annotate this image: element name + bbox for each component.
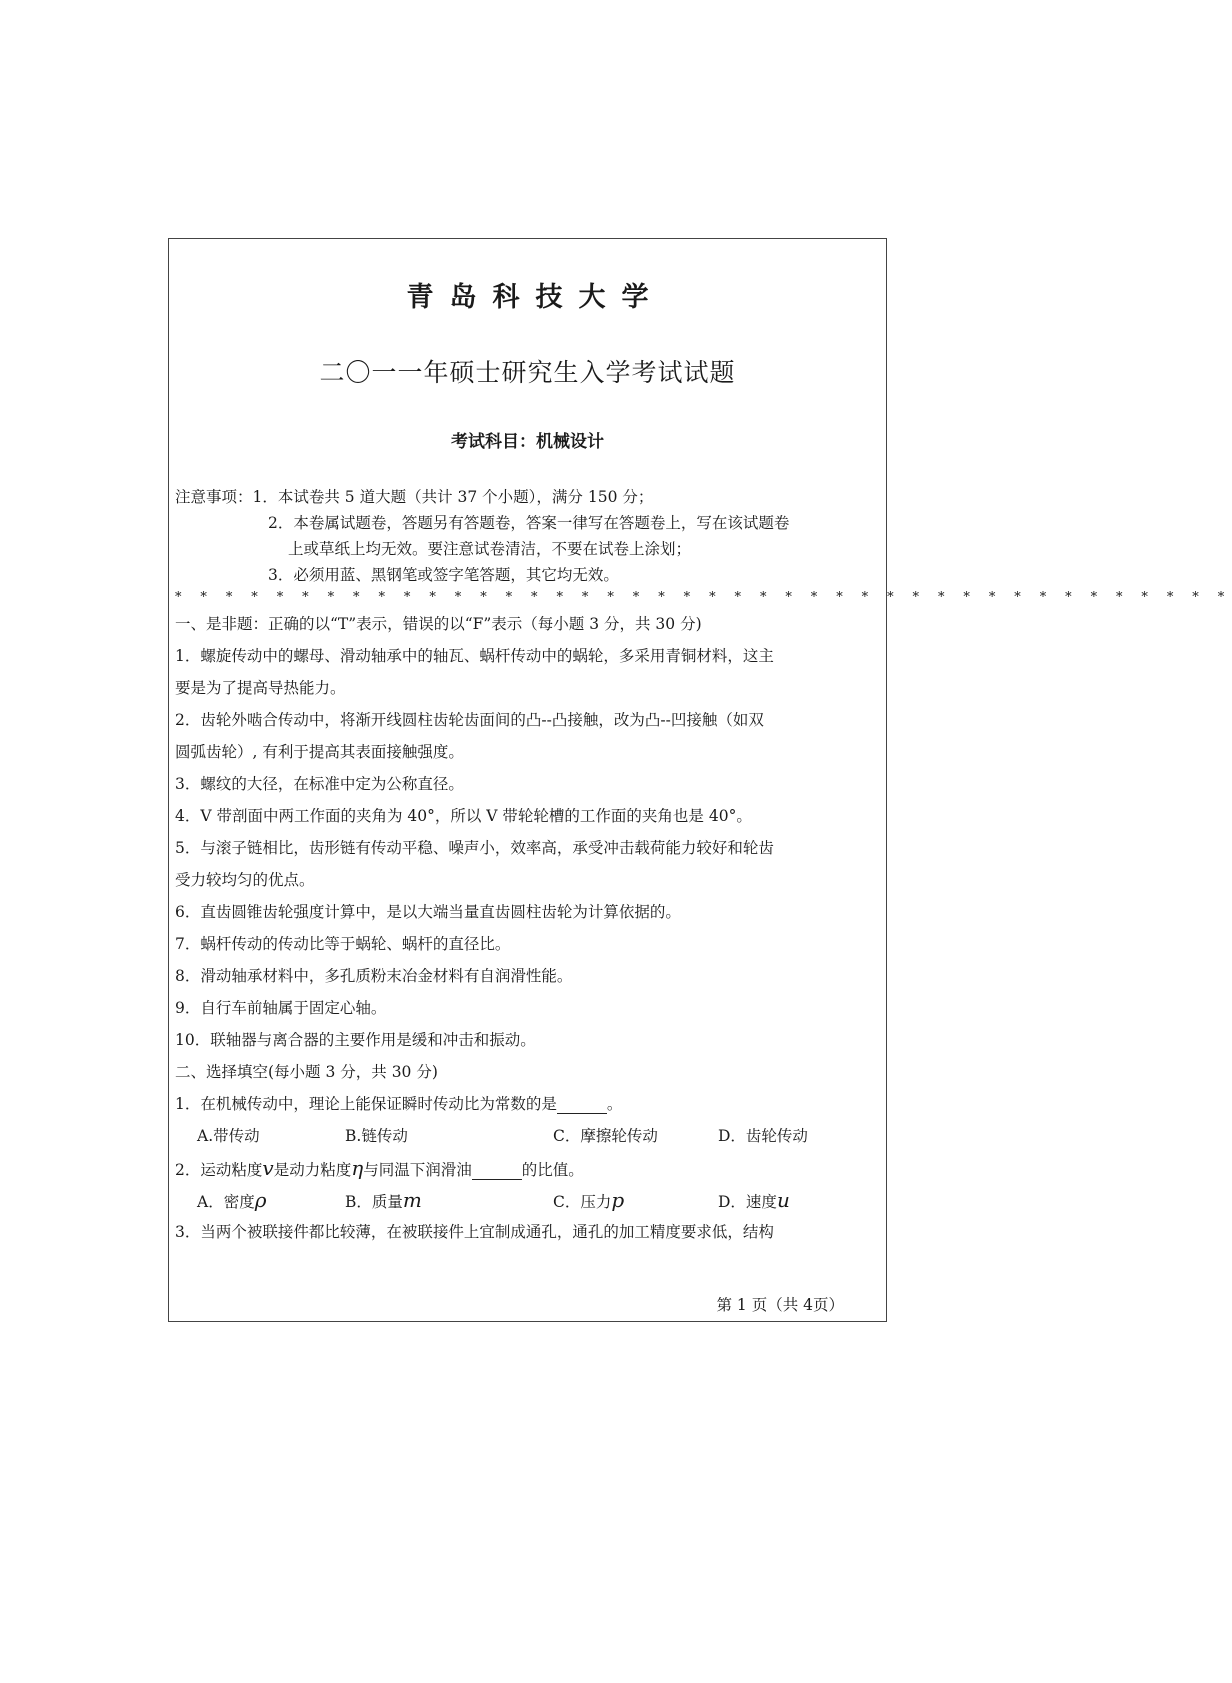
- q2-option-b: [345, 1184, 553, 1216]
- section1-line: 3．螺纹的大径，在标准中定为公称直径。: [175, 775, 464, 793]
- answer-blank: [557, 1097, 607, 1114]
- exam-body: [175, 484, 1232, 1248]
- q1-options: [175, 1120, 878, 1152]
- note-line-3: 上或草纸上均无效。要注意试卷清洁，不要在试卷上涂划；: [288, 540, 692, 558]
- exam-title: 二〇一一年硕士研究生入学考试试题: [319, 358, 736, 387]
- section1-line: 10．联轴器与离合器的主要作用是缓和冲击和振动。: [175, 1031, 536, 1049]
- q2-options: [175, 1184, 878, 1216]
- q1-stem: [175, 1088, 878, 1120]
- section1-line: 5．与滚子链相比，齿形链有传动平稳、噪声小，效率高，承受冲击载荷能力较好和轮齿: [175, 839, 774, 857]
- q2-text: 与同温下润滑油: [363, 1161, 472, 1179]
- q1-option-d: D．齿轮传动: [718, 1127, 808, 1145]
- exam-page-frame: [168, 238, 1232, 1322]
- symbol-eta: η: [351, 1156, 364, 1180]
- option-label: C．压力: [553, 1193, 612, 1211]
- section1-line: 2．齿轮外啮合传动中，将渐开线圆柱齿轮齿面间的凸--凸接触，改为凸--凹接触（如双: [175, 711, 764, 729]
- section1-line: 受力较均匀的优点。: [175, 871, 315, 889]
- symbol-u: u: [776, 1188, 790, 1212]
- section1-line: 9．自行车前轴属于固定心轴。: [175, 999, 387, 1017]
- q3-stem: 3．当两个被联接件都比较薄，在被联接件上宜制成通孔，通孔的加工精度要求低，结构: [175, 1223, 774, 1241]
- section1-line: 8．滑动轴承材料中，多孔质粉末冶金材料有自润滑性能。: [175, 967, 573, 985]
- notes-prefix: 注意事项：: [175, 488, 253, 506]
- q1-option-a: A.带传动: [197, 1127, 260, 1145]
- symbol-rho: ρ: [254, 1188, 267, 1212]
- note-line-1: [175, 484, 878, 510]
- q2-option-d: [718, 1184, 838, 1216]
- section1-line: 4．V 带剖面中两工作面的夹角为 40°，所以 V 带轮轮槽的工作面的夹角也是 40°。: [175, 807, 752, 825]
- q1-option-b: B.链传动: [345, 1127, 408, 1145]
- school-name: 青岛科技大学: [406, 282, 665, 313]
- exam-subject: 考试科目：机械设计: [451, 432, 604, 452]
- q2-text: 2．运动粘度: [175, 1161, 263, 1179]
- symbol-v: v: [262, 1156, 274, 1180]
- section1-line: 7．蜗杆传动的传动比等于蜗轮、蜗杆的直径比。: [175, 935, 511, 953]
- page-number: 第 1 页（共 4页）: [716, 1296, 844, 1314]
- star-separator: * * * * * * * * * * * * * * * * * * * * * * * * * * * * * * * * * * * * * * * * * *: [175, 590, 1232, 605]
- q2-text-end: 的比值。: [521, 1161, 584, 1179]
- note-line-4: 3．必须用蓝、黑钢笔或签字笔答题，其它均无效。: [268, 566, 619, 584]
- q2-option-a: [197, 1184, 345, 1216]
- symbol-m: m: [402, 1188, 422, 1212]
- answer-blank: [472, 1163, 522, 1180]
- section1-line: 1．螺旋传动中的螺母、滑动轴承中的轴瓦、蜗杆传动中的蜗轮，多采用青铜材料，这主: [175, 647, 774, 665]
- note-item: 1．本试卷共 5 道大题（共计 37 个小题），满分 150 分；: [252, 488, 654, 506]
- q2-option-c: [553, 1184, 718, 1216]
- q1-text-end: 。: [606, 1095, 623, 1113]
- symbol-p: p: [611, 1188, 625, 1212]
- q2-stem: [175, 1152, 878, 1184]
- q1-option-c: C．摩擦轮传动: [553, 1127, 658, 1145]
- option-label: B．质量: [345, 1193, 403, 1211]
- section1-line: 圆弧齿轮）, 有利于提高其表面接触强度。: [175, 743, 464, 761]
- section1-title: 一、是非题：正确的以“T”表示，错误的以“F”表示（每小题 3 分，共 30 分): [175, 615, 702, 633]
- section2-title: 二、选择填空(每小题 3 分，共 30 分): [175, 1063, 438, 1081]
- q1-text: 1．在机械传动中，理论上能保证瞬时传动比为常数的是: [175, 1095, 557, 1113]
- note-line-2: 2．本卷属试题卷，答题另有答题卷，答案一律写在答题卷上，写在该试题卷: [268, 514, 790, 532]
- option-label: A．密度: [197, 1193, 255, 1211]
- section1-line: 要是为了提高导热能力。: [175, 679, 346, 697]
- q2-text: 是动力粘度: [273, 1161, 352, 1179]
- option-label: D．速度: [718, 1193, 777, 1211]
- section1-line: 6．直齿圆锥齿轮强度计算中，是以大端当量直齿圆柱齿轮为计算依据的。: [175, 903, 681, 921]
